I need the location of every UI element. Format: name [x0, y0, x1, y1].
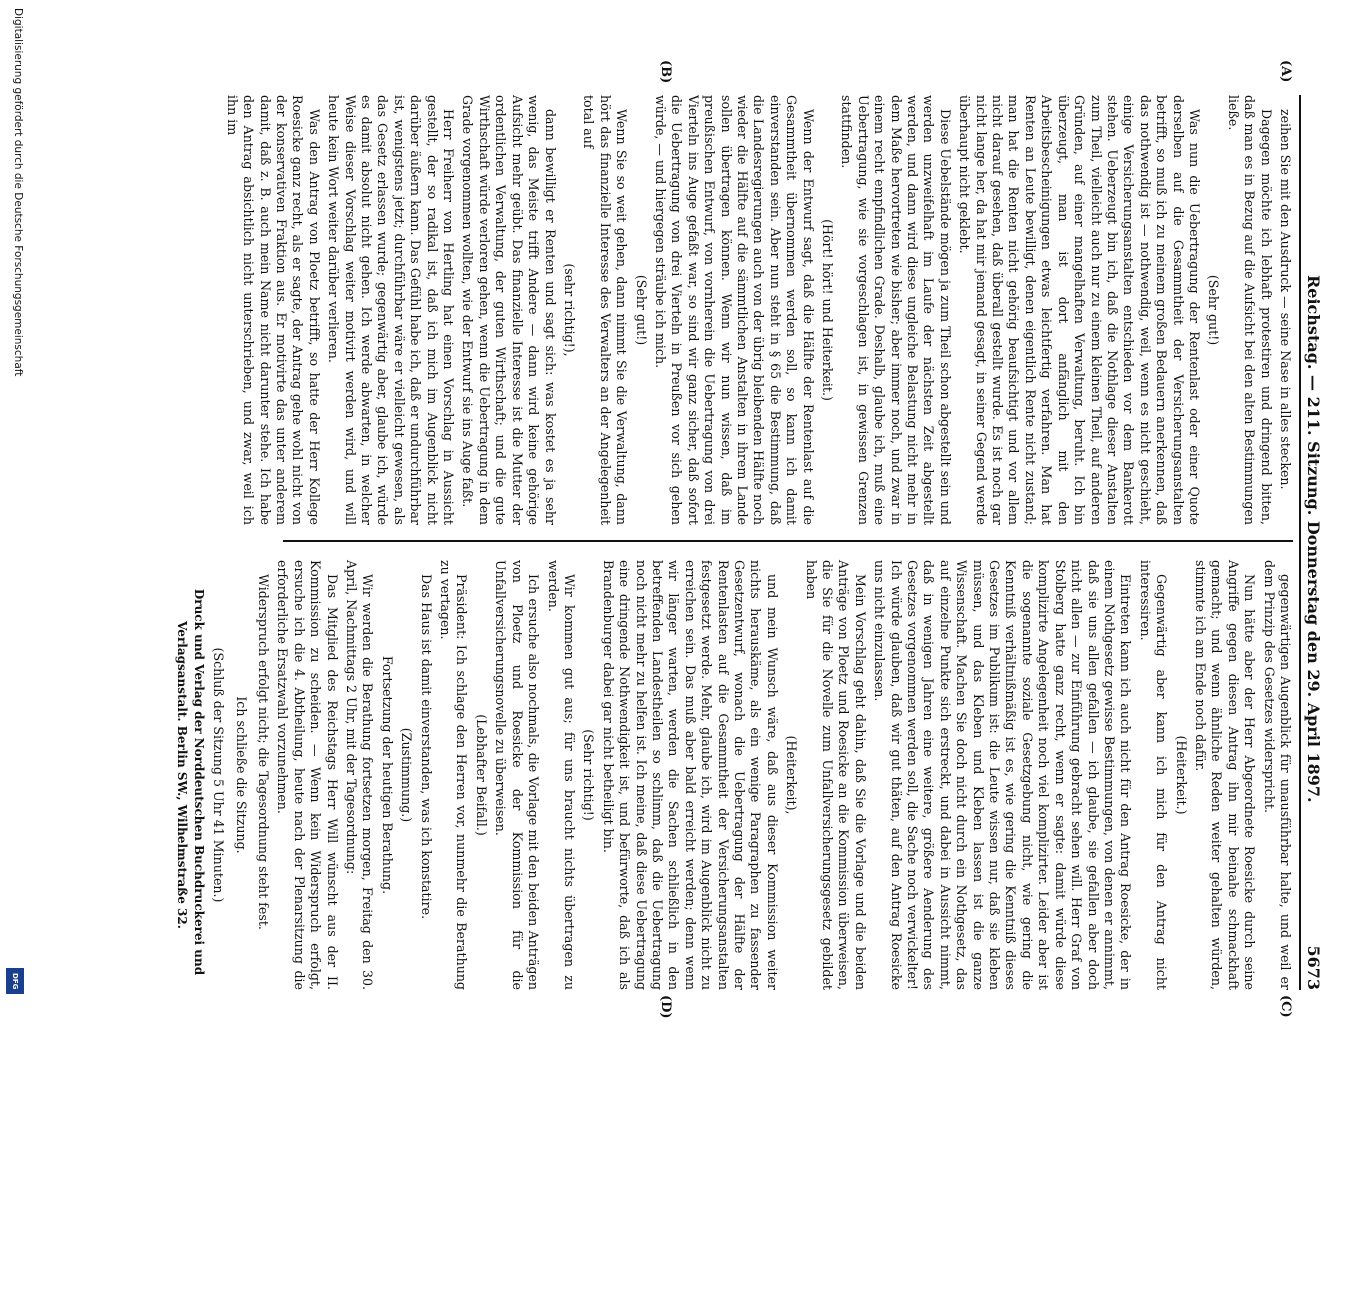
margin-letter-d: (D) [658, 995, 673, 1019]
dfg-logo-text: DFG [11, 972, 19, 990]
running-header [1299, 95, 1323, 990]
left-paragraph: Diese Uebelstände mögen ja zum Theil schon abgestellt sein und werden unzweifelhaft im Laufe der nächsten Zeit abgestellt werden, und dann wird diese ungleiche Belastung nicht mehr in dem Maße hervortreten wie bisher; aber immer noch, und zwar in einem recht empfindlichen Grade. Deshalb, glaube ich, muß eine Uebertragung, wie sie vorgeschlagen ist, in gewissen Grenzen stattfinden. [839, 95, 953, 525]
right-interjection: (Sehr richtig!) [581, 729, 597, 821]
right-paragraph: Nun hätte aber der Herr Abgeordnete Roesicke durch seine Angriffe gegen diesen Antrag ihn mir beinahe schmackhaft gemacht; und wenn ähnliche Reden weiter gehalten würden, stimmte ich am Ende noch dafür. [1192, 560, 1258, 990]
left-paragraph: Was den Antrag von Ploetz betrifft, so hatte der Herr Kollege Roesicke ganz recht, als er sagte, der Antrag gehe wohl nicht von der konservativen Fraktion aus. Er motivirte das unter anderem damit, daß z. B. auch mein Name nicht darunter stehe. Ich habe den Antrag absichtlich nicht unterschrieben, und zwar, weil ich ihn im [224, 95, 322, 525]
right-closing: Ich schließe die Sitzung. [233, 696, 249, 854]
margin-letter-a: (A) [1278, 60, 1293, 83]
digitization-note-text: Digitalisierung gefördert durch die Deutsche Forschungsgemeinschaft [12, 8, 24, 377]
margin-letter-b: (B) [658, 60, 673, 84]
margin-letter-c: (C) [1278, 995, 1293, 1018]
left-interjection: (Sehr gut!) [1206, 274, 1222, 346]
right-closing-time: (Schluß der Sitzung 5 Uhr 41 Minuten.) [211, 647, 227, 903]
right-interjection: (Lebhafter Beifall.) [473, 714, 489, 836]
right-paragraph: Wir kommen gut aus; für uns braucht nichts übertragen zu werden. [545, 560, 577, 990]
right-paragraph: Mein Vorschlag geht dahin, daß Sie die Vorlage und die beiden Anträge von Ploetz und Roesicke an die Kommission überweisen, die Sie für die Novelle zum Unfallversicherungsgesetz gebildet haben [803, 560, 868, 990]
right-paragraph: Eintreten kann ich auch nicht für den Antrag Roesicke, der in einem Nothgesetz gewisse Bestimmungen, von denen er annimmt, daß sie uns allen gefallen — ich glaube, sie gefallen aber doch nicht allen — zur Einführung gebracht sehen will. Herr Graf von Stolberg hatte ganz recht, wenn er sagte: damit würde diese komplizirte Angelegenheit noch viel komplizirter. Leider aber ist die sogenannte soziale Gesetzgebung nicht, wie gering die Kenntniß verhältnißmäßig ist es, wie gering die Kenntniß dieses Gesetzes im Publikum ist: die Leute wissen nur, daß sie kleben müssen, und das Kleben und Kleben lassen ist die ganze Wissenschaft. Machen Sie doch nicht durch ein Nothgesetz, das auf einzelne Punkte sich erstreckt, und dabei in Aussicht nimmt, daß in wenigen Jahren eine weitere, größere Aenderung des Gesetzes vorgenommen werden soll, die Sache noch verwickelter! Ich würde glauben, daß wir gut thäten, auf den Antrag Roesicke uns nicht einzulassen. [872, 560, 1134, 990]
right-subheading: Fortsetzung der heutigen Berathung. [379, 655, 395, 895]
left-paragraph: Was nun die Uebertragung der Rentenlast oder einer Quote derselben auf die Gesammtheit der Versicherungsanstalten betrifft, so muß ich zu meinem großen Bedauern anerkennen, daß das nothwendig ist — nothwendig, weil, wenn es nicht geschieht, einige Versicherungsanstalten entschieden vor dem Bankerott stehen. Ueberzeugt bin ich, daß die Nothlage dieser Anstalten zum Theil, vielleicht auch nur zu einem kleinen Theil, auf anderen Gründen, auf einer mangelhaften Verwaltung, beruht. Ich bin überzeugt, man ist dort anfänglich mit den Arbeitsbescheinigungen etwas leichtfertig verfahren. Man hat Renten an Leute bewilligt, denen eigentlich Rente nicht zustand; man hat die Renten nicht gehörig beaufsichtigt und vor allem nicht darauf gesehen, daß überall gestellt wurde. Es ist noch gar nicht lange her, da hat mir jemand gesagt, in seiner Gegend werde überhaupt nicht geklebt. [957, 95, 1202, 525]
right-paragraph: Präsident: Ich schlage den Herren vor, nunmehr die Berathung zu vertagen. [438, 560, 470, 990]
left-paragraph: Herr Freiherr von Hertling hat einen Vorschlag in Aussicht gestellt, der so radikal ist, daß ich mich im Augenblick nicht darüber äußern kann. Das Gefühl habe ich, daß er undurchführbar ist, wenigstens jetzt; durchführbar wäre er vielleicht gewesen, als das Gesetz erlassen wurde; gegenwärtig aber, glaube ich, würde es damit absolut nicht gehen. Ich werde abwarten, in welcher Weise dieser Vorschlag weiter motivirt werden wird, und will heute kein Wort weiter darüber verlieren. [326, 95, 457, 525]
right-paragraph: und mein Wunsch wäre, daß aus dieser Kommission weiter nichts herauskäme, als ein wenige Paragraphen zu fassender Gesetzentwurf, wonach die Uebertragung der Hälfte der Rentenlasten auf die Gesammtheit der Versicherungsanstalten festgesetzt werde. Mehr, glaube ich, wird im Augenblick nicht zu erreichen sein. Das muß aber bald erreicht werden; denn wenn wir länger warten, werden die Sachen schließlich in den betreffenden Landestheilen so schlimm, daß die Uebertragung noch nicht mehr zu helfen ist. Ich meine, daß diese Uebertragung eine dringende Nothwendigkeit ist, und befürworte, daß ich als Brandenburger dabei gar nicht betheiligt bin. [600, 560, 780, 990]
left-paragraph: Wenn Sie so weit gehen, dann nimmt Sie die Verwaltung, dann hört das finanzielle Interesse des Verwalters an der Angelegenheit total auf [581, 95, 630, 525]
right-paragraph: Das Mitglied des Reichstags Herr Will wünscht aus der II. Kommission zu scheiden. — Wenn kein Widerspruch erfolgt, ersuche ich die 4. Abtheilung, heute nach der Plenarsitzung die erforderliche Ersatzwahl vorzunehmen. [275, 560, 340, 990]
left-paragraph: Wenn der Entwurf sagt, daß die Hälfte der Rentenlast auf die Gesammtheit übernommen werden soll, so kann ich damit einverstanden sein. Aber nun steht in § 65 die Bestimmung, daß die Landesregierungen auch von der übrig bleibenden Hälfte noch wieder die Hälfte auf die sämmtlichen Anstalten in ihrem Lande sollen übertragen können. Wenn wir nun wissen, daß im preußischen Entwurf, von vornherein die Uebertragung von drei Vierteln ins Auge gefaßt war, so sind wir ganz sicher, daß sofort die Uebertragung von drei Vierteln in Preußen vor sich gehen würde, — und hiergegen sträube ich mich. [652, 95, 816, 525]
dfg-logo [6, 968, 24, 994]
left-paragraph: Dagegen möchte ich lebhaft protestiren und dringend bitten, daß man es in Bezug auf die Aufsicht bei den alten Bestimmungen ließe. [1225, 95, 1274, 525]
digitization-note [8, 0, 22, 1000]
right-interjection: (Heiterkeit), [784, 735, 800, 815]
left-paragraph: zeihen Sie mit den Ausdruck — seine Nase in alles stecken. [1278, 109, 1293, 490]
right-column [175, 560, 1293, 990]
right-paragraph: Das Haus ist damit einverstanden, was ich konstatire. [418, 574, 434, 920]
right-interjection: (Heiterkeit.) [1173, 735, 1189, 815]
right-paragraph: Gegenwärtig aber kann ich mich für den Antrag nicht interessiren. [1137, 560, 1170, 990]
column-divider [283, 540, 1293, 542]
left-column [224, 95, 1293, 525]
left-interjection: (sehr richtig!), [561, 263, 577, 357]
left-interjection: (Sehr gut!) [633, 274, 649, 346]
right-paragraph: Ich ersuche also nochmals, die Vorlage mit den beiden Anträgen von Ploetz und Roesicke der Kommission für die Unfallversicherungsnovelle zu überweisen. [493, 560, 542, 990]
header-title: Reichstag. — 211. Sitzung. Donnerstag den 29. April 1897. [1304, 275, 1323, 803]
left-interjection: (Hört! hört! und Heiterkeit.) [820, 219, 836, 401]
right-paragraph: Wir werden die Berathung fortsetzen morgen, Freitag den 30. April, Nachmittags 2 Uhr, mit der Tagesordnung: [344, 560, 376, 990]
right-paragraph: gegenwärtigen Augenblick für unausführbar halte, und weil er dem Prinzip des Gesetzes widerspricht. [1261, 560, 1293, 990]
right-interjection: (Zustimmung.) [399, 727, 415, 823]
imprint: Druck und Verlag der Norddeutschen Buchdruckerei und Verlagsanstalt. Berlin SW., Wilhelmstraße 32. [175, 588, 206, 976]
left-paragraph: dann bewilligt er Renten und sagt sich: was kostet es ja sehr wenig, das Meiste trifft Andere — dann wird keine gehörige Aufsicht mehr geübt. Das finanzielle Interesse ist die Mutter der ordentlichen Verwaltung, der guten Wirthschaft; und die gute Wirthschaft würde verloren gehen, wenn die Uebertragung in dem Grade vorgenommen wollten, wie der Entwurf sie ins Auge faßt. [460, 95, 558, 525]
page-number: 5673 [1304, 945, 1323, 990]
right-paragraph: Widerspruch erfolgt nicht; die Tagesordnung steht fest. [256, 574, 272, 930]
